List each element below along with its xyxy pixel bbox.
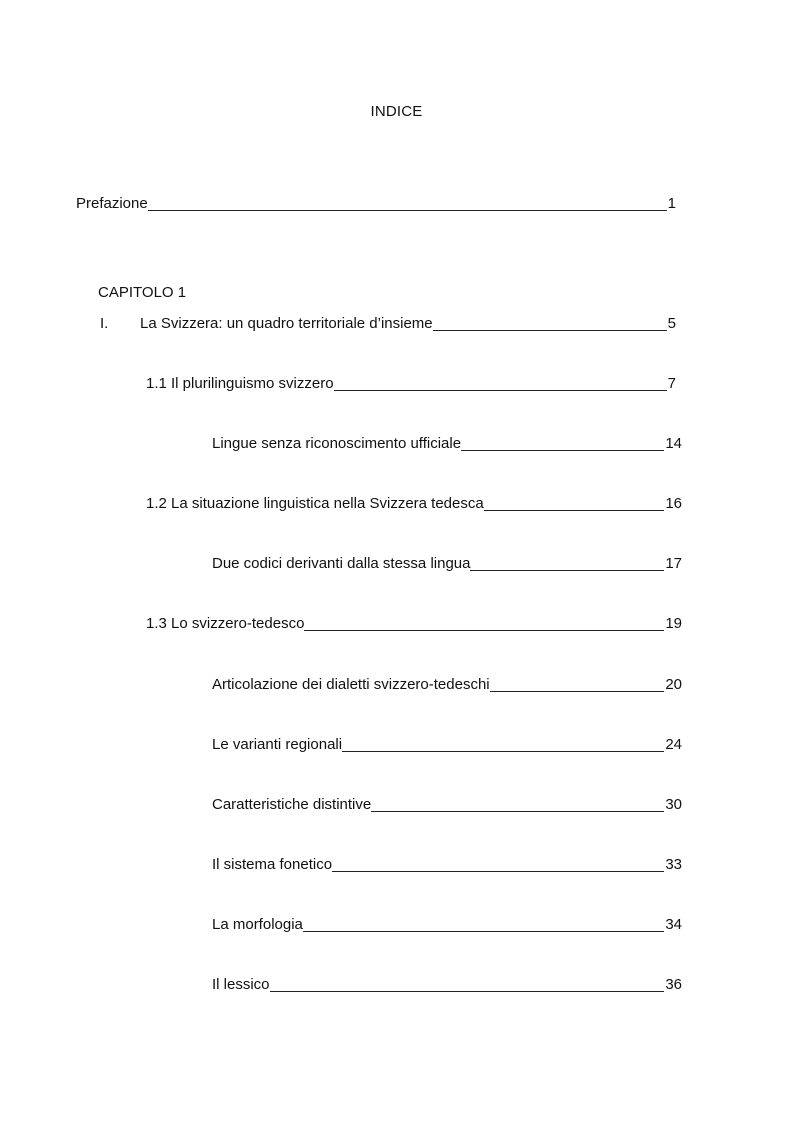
toc-entry-label: Articolazione dei dialetti svizzero-tedeschi: [212, 676, 490, 693]
toc-entry-label: Caratteristiche distintive: [212, 796, 372, 813]
toc-leader-line: [332, 870, 664, 872]
toc-entry-1-3[interactable]: [146, 611, 682, 633]
toc-leader-line: [148, 209, 667, 211]
toc-leader-line: [342, 750, 664, 752]
toc-leader-line: [484, 509, 665, 511]
toc-entry-subsection[interactable]: [212, 551, 682, 573]
toc-page-number: 19: [665, 615, 682, 632]
chapter-heading: CAPITOLO 1: [98, 284, 187, 301]
toc-page-number: 24: [665, 736, 682, 753]
toc-entry-subsection[interactable]: [212, 972, 682, 994]
toc-leader-line: [334, 389, 667, 391]
toc-entry-subsection[interactable]: [212, 431, 682, 453]
toc-entry-subsection[interactable]: [212, 792, 682, 814]
toc-entry-1-1[interactable]: [146, 371, 676, 393]
toc-entry-label: Le varianti regionali: [212, 736, 343, 753]
toc-page-number: 17: [665, 555, 682, 572]
toc-entry-label: 1.2 La situazione linguistica nella Svizzera tedesca: [146, 495, 484, 512]
toc-entry-label: Il lessico: [212, 976, 270, 993]
toc-leader-line: [371, 810, 664, 812]
toc-entry-section-i[interactable]: [100, 311, 676, 333]
toc-leader-line: [461, 449, 664, 451]
toc-entry-label: Prefazione: [76, 195, 148, 212]
toc-page-number: 1: [667, 195, 676, 212]
toc-title: INDICE: [370, 103, 423, 120]
toc-page-number: 14: [665, 435, 682, 452]
toc-page-number: 5: [667, 315, 676, 332]
toc-entry-label: La Svizzera: un quadro territoriale d’insieme: [140, 315, 433, 332]
toc-page-number: 7: [667, 375, 676, 392]
toc-leader-line: [303, 930, 664, 932]
toc-entry-label: 1.1 Il plurilinguismo svizzero: [146, 375, 334, 392]
toc-page-number: 30: [665, 796, 682, 813]
toc-leader-line: [270, 990, 665, 992]
toc-entry-subsection[interactable]: [212, 672, 682, 694]
toc-page-number: 34: [665, 916, 682, 933]
toc-entry-label: 1.3 Lo svizzero-tedesco: [146, 615, 305, 632]
toc-leader-line: [304, 629, 664, 631]
toc-page-number: 16: [665, 495, 682, 512]
toc-entry-1-2[interactable]: [146, 491, 682, 513]
toc-leader-line: [490, 690, 665, 692]
toc-leader-line: [470, 569, 664, 571]
toc-entry-subsection[interactable]: [212, 732, 682, 754]
toc-leader-line: [433, 329, 667, 331]
toc-entry-subsection[interactable]: [212, 912, 682, 934]
toc-entry-roman-numeral: I.: [100, 315, 109, 332]
toc-entry-subsection[interactable]: [212, 852, 682, 874]
toc-page-number: 36: [665, 976, 682, 993]
toc-entry-prefazione[interactable]: [76, 191, 676, 213]
toc-entry-label: Lingue senza riconoscimento ufficiale: [212, 435, 462, 452]
toc-page-number: 33: [665, 856, 682, 873]
toc-entry-label: Due codici derivanti dalla stessa lingua: [212, 555, 471, 572]
toc-entry-label: La morfologia: [212, 916, 303, 933]
toc-entry-label: Il sistema fonetico: [212, 856, 333, 873]
toc-page-number: 20: [665, 676, 682, 693]
